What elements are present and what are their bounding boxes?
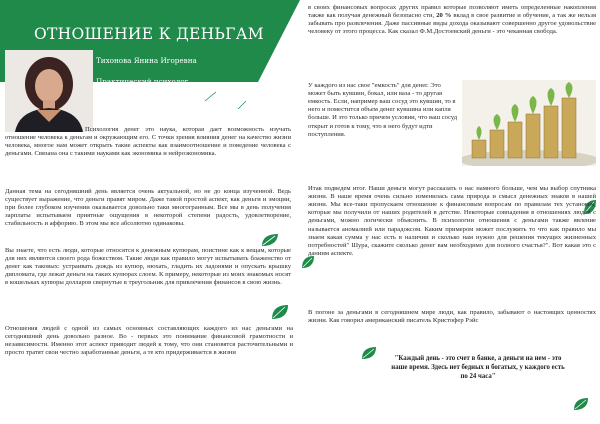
author-name: Тихонова Янина Игоревна (96, 56, 197, 65)
leaf-icon (260, 232, 280, 248)
leaf-icon (236, 98, 250, 112)
leaf-icon (270, 303, 290, 321)
paragraph-vessel: У каждого из нас свое "емкость" для денег. Это может быть кувшин, бокал, или ваза - то другая емкость. Если, например ваш сосуд это кувшин, то в него и поместится объем денег кувшина или капля больше. И это только причем условии, что ваш сосуд открыт и готов к тому, что в него будут идти поступления. (308, 82, 458, 138)
author-photo (5, 50, 93, 132)
author-phone: 0637098330 (96, 86, 151, 95)
leaf-icon (572, 396, 590, 412)
paragraph-relations: Отношения людей с одной из самых основных составляющих каждого из нас деньгами на сегодняшний день довольно разное. Во - первых это понимание финансовой грамотности и независимости. Именно этот аспект приводит людей к тому, что они становятся расточительными и просто тратят свои честно заработанные деньги, а те кто придерживается в жизни (5, 325, 293, 357)
leaf-icon (202, 88, 220, 104)
author-block (96, 56, 197, 107)
leaf-icon (360, 345, 378, 361)
paragraph-finance: в своих финансовых вопросах других правил которые позволяют иметь определенные накопления также как получая денежный безопасно сти, 20 % вклад в свое развитие и обучение, а так же нельзя забывать про развлечения. Даже пассивные виды дохода оказывают совершенно другое удовольствие человеку от этого процесса. Как сказал Ф.М.Достоевский деньги - это чеканная свобода. (308, 4, 596, 36)
paragraph-topic: Данная тема на сегодняшний день является очень актуальной, но не до конца изученной. Ведь существует выражение, что деньги правят миром. Даже такой простой аспект, как деньги и эмоции, при более глубоком изучении оказывается довольно таки многогранным. Все мы в день получения зарплаты испытываем приятные ощущения в некоторой степени радость, удовлетворение, стабильность и аффорию. В этом мы все абсолютно одинаковы. (5, 188, 291, 228)
article-title: ОТНОШЕНИЕ К ДЕНЬГАМ (34, 25, 264, 43)
author-email: tsonevna@meta.ua (96, 97, 172, 107)
quote-block: "Каждый день - это счет в банке, а деньги на нем - это наше время. Здесь нет бедных и богатых, у каждого есть по 24 часа" (391, 355, 565, 380)
paragraph-summary: Итак подведем итог. Наши деньги могут рассказать о нас намного больше, чем мы выбор спутника жизни. В наше время очень сильно изменилась сама природа и смысл денежных знаков в нашей жизни. Мы все-таки пропускаем отношение к финансовым вопросам по правилам тех установок, которые мы получили от наших родителей в детстве. Некоторые совпадения в отношениях людей с деньгами, можно логически объяснить. В психологии отношения с деньгами также явление называется аномалией или парадоксом. Каким примером может послужить то что как правило мы знаем какая сумма у нас есть в наличии и сколько нам нужно для решения текущих жизненных потребностей" Шура, скажите сколько денег вам необходимо для полного счастья?". Вот какая это с даниим аспекте. (308, 185, 596, 257)
paragraph-money-people: Вы знаете, что есть люди, которые относятся к денежным купюрам, поистине как к вещам, которые для них являются своего рода божеством. Такие люди как правило могут испытывать блаженство от денег как таковых: устраивать дождь из купюр, нюхать, гладить их ладонями и опускать крышку дипломата, где лежат деньги на таких купюрах слоем. К примеру, некоторые из моих знакомых носят в кошельках купюры долларов свернутые в треугольник для привлечения финансов в свою жизнь. (5, 247, 291, 287)
coins-image (462, 80, 596, 166)
paragraph-values: В погоне за деньгами в сегодняшнем мире люди, как правило, забывают о настоящих ценностях жизни. Как говорил американский писатель Кристофер Рэйс (308, 309, 596, 325)
paragraph-intro: Психология денег это наука, которая дает возможность изучать отношение человека к деньгам и окружающим его. С точки зрения влияния денег на качество жизни человека, многое нам может открыть такие аспекты как взаимоотношение и поведение человека с деньгами. Связана она с такими науками как экономика и нейроэкономика. (5, 126, 291, 158)
author-role: Практический психолог (96, 77, 189, 86)
